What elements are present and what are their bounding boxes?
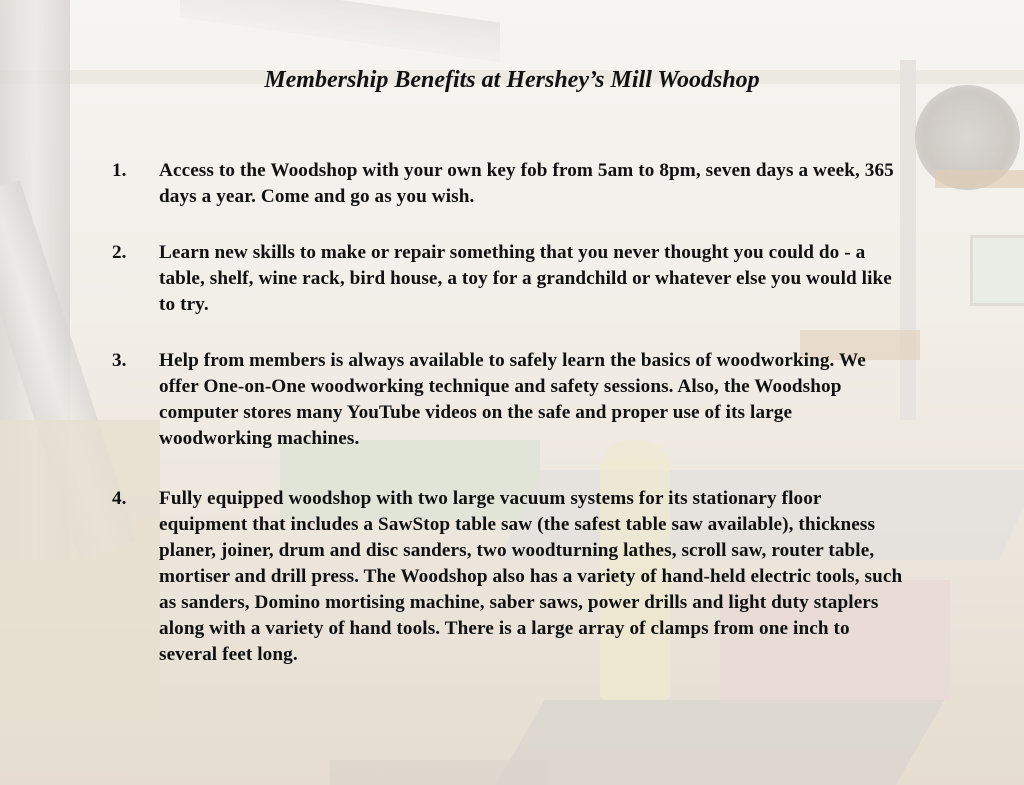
benefit-text: Fully equipped woodshop with two large vacuum systems for its stationary floor equipment that includes a SawStop table saw (the safest table saw available), thickness planer, joiner, drum and disc sanders, two woodturning lathes, scroll saw, router table, mortiser and drill press. The Woodshop also has a variety of hand-held electric tools, such as sanders, Domino mortising machine, saber saws, power drills and light duty staplers along with a variety of hand tools. There is a large array of clamps from one inch to several feet long. [159,488,903,665]
benefit-text: Learn new skills to make or repair something that you never thought you could do - a table, shelf, wine rack, bird house, a toy for a grandchild or whatever else you would like to try. [159,242,892,315]
benefit-text: Help from members is always available to safely learn the basics of woodworking. We offer One-on-One woodworking technique and safety sessions. Also, the Woodshop computer stores many YouTube videos on the safe and proper use of its large woodworking machines. [159,350,866,449]
benefit-text: Access to the Woodshop with your own key fob from 5am to 8pm, seven days a week, 365 days a year. Come and go as you wish. [159,160,894,207]
benefit-number: 4. [112,488,127,509]
benefit-number: 1. [112,160,127,181]
benefit-number: 2. [112,242,127,263]
benefit-number: 3. [112,350,127,371]
page-title: Membership Benefits at Hershey’s Mill Woodshop [264,67,760,93]
